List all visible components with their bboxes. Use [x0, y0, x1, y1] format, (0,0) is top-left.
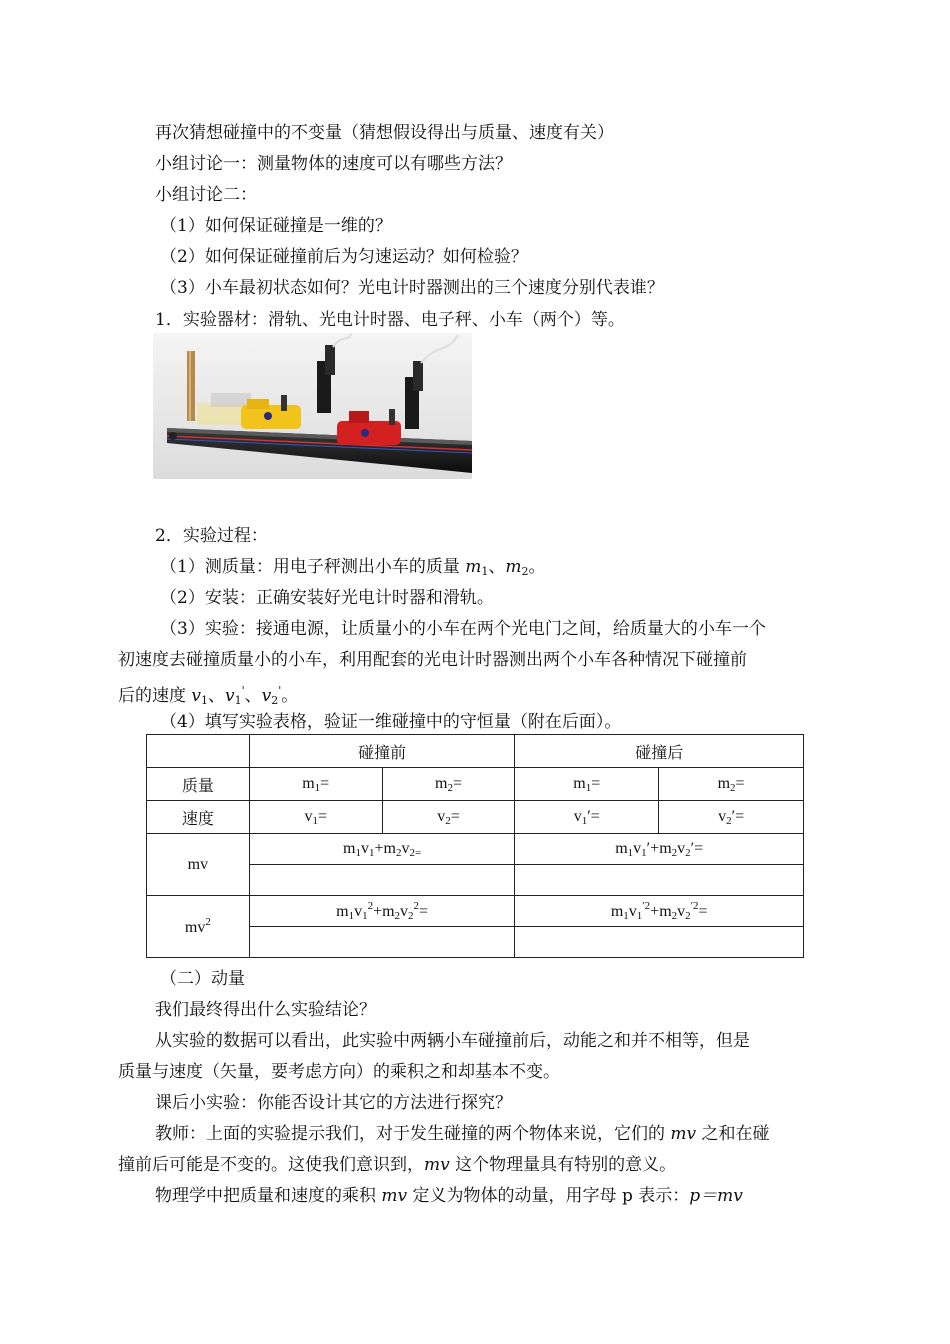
label-mv2: $mv^2$	[147, 896, 250, 958]
table-row-mv	[147, 834, 804, 865]
momentum-definition: 物理学中把质量和速度的乘积 mv 定义为物体的动量，用字母 p 表示：p＝mv	[155, 1186, 743, 1206]
intro-guess: 再次猜想碰撞中的不变量（猜想假设得出与质量、速度有关）	[155, 123, 614, 143]
step-1: （1）测质量：用电子秤测出小车的质量 $m_1$、$m_2$。	[160, 557, 546, 578]
table-row-speed	[147, 801, 804, 834]
conclusion-line-2: 质量与速度（矢量，要考虑方向）的乘积之和却基本不变。	[118, 1062, 560, 1082]
process-title: 2．实验过程：	[155, 526, 268, 546]
cell-v2-after[interactable]: $v_2'=$	[659, 801, 804, 834]
step-2: （2）安装：正确安装好光电计时器和滑轨。	[160, 588, 494, 608]
formula-mv-after: $m_1v_1'+m_2v_2'=$	[515, 834, 804, 865]
label-speed: 速度	[147, 801, 250, 834]
cell-v1-before[interactable]: $v_1=$	[249, 801, 382, 834]
label-mass: 质量	[147, 768, 250, 801]
conclusion-line-1: 从实验的数据可以看出，此实验中两辆小车碰撞前后，动能之和并不相等，但是	[155, 1031, 750, 1051]
value-mv-before[interactable]	[249, 865, 515, 896]
table-row-mv2	[147, 896, 804, 927]
cell-m1-before[interactable]: $m_1=$	[249, 768, 382, 801]
cell-m1-after[interactable]: $m_1=$	[515, 768, 659, 801]
table-header-row	[147, 735, 804, 768]
cell-v1-after[interactable]: $v_1'=$	[515, 801, 659, 834]
step-3-b: 初速度去碰撞质量小的小车，利用配套的光电计时器测出两个小车各种情况下碰撞前	[118, 650, 747, 670]
discussion-one: 小组讨论一：测量物体的速度可以有哪些方法？	[155, 154, 512, 174]
discussion-two: 小组讨论二：	[155, 185, 257, 205]
experiment-table	[146, 734, 804, 958]
step-3-c: 后的速度 $v_1$、$v_1'$、$v_2'$。	[118, 684, 299, 707]
formula-mv2-before: $m_1v_1^2+m_2v_2^2=$	[249, 896, 515, 927]
teacher-line-1: 教师：上面的实验提示我们，对于发生碰撞的两个物体来说，它们的 mv 之和在碰	[155, 1124, 770, 1144]
label-mv: mv	[147, 834, 250, 896]
step-4: （4）填写实验表格，验证一维碰撞中的守恒量（附在后面）。	[160, 712, 622, 732]
after-class-experiment: 课后小实验：你能否设计其它的方法进行探究？	[155, 1093, 512, 1113]
experiment-apparatus-image	[153, 333, 472, 479]
question-1: （1）如何保证碰撞是一维的？	[160, 216, 392, 236]
header-after: 碰撞后	[515, 735, 804, 768]
header-before: 碰撞前	[249, 735, 515, 768]
equipment-line: 1．实验器材：滑轨、光电计时器、电子秤、小车（两个）等。	[155, 310, 625, 330]
value-mv-after[interactable]	[515, 865, 804, 896]
cell-v2-before[interactable]: $v_2=$	[382, 801, 515, 834]
conclusion-question: 我们最终得出什么实验结论？	[155, 1000, 376, 1020]
formula-mv-before: $m_1v_1+m_2v_{2=}$	[249, 834, 515, 865]
cell-m2-after[interactable]: $m_2=$	[659, 768, 804, 801]
question-3: （3）小车最初状态如何？光电计时器测出的三个速度分别代表谁？	[160, 278, 664, 298]
momentum-heading: （二）动量	[160, 969, 245, 989]
table-row-mass	[147, 768, 804, 801]
value-mv2-before[interactable]	[249, 927, 515, 958]
question-2: （2）如何保证碰撞前后为匀速运动？如何检验？	[160, 247, 528, 267]
formula-mv2-after: $m_1v_1^{'2}+m_2v_2^{'2}=$	[515, 896, 804, 927]
step-3-a: （3）实验：接通电源，让质量小的小车在两个光电门之间，给质量大的小车一个	[160, 619, 766, 639]
teacher-line-2: 撞前后可能是不变的。这使我们意识到，mv 这个物理量具有特别的意义。	[118, 1155, 677, 1175]
cell-m2-before[interactable]: $m_2=$	[382, 768, 515, 801]
value-mv2-after[interactable]	[515, 927, 804, 958]
